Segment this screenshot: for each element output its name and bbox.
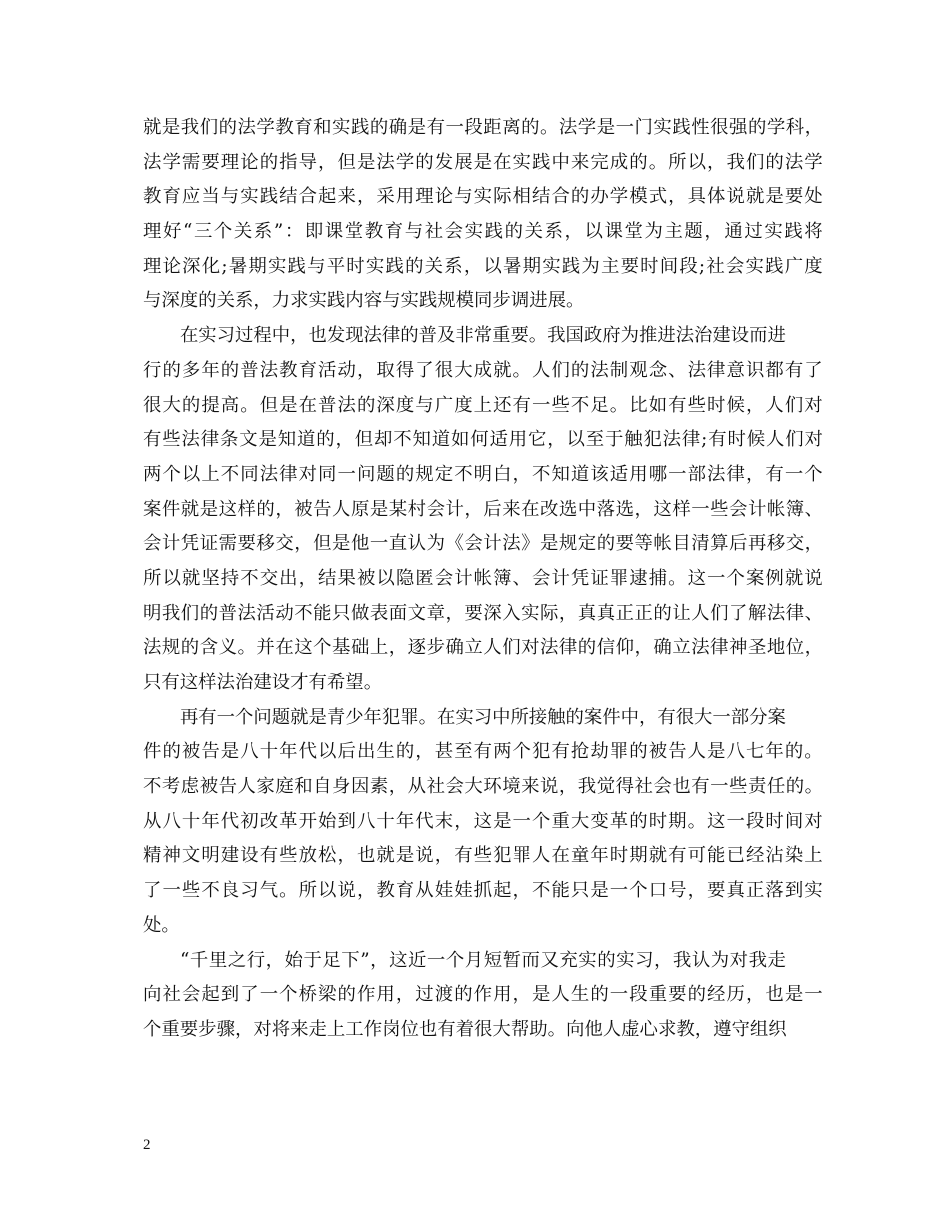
text-line: 法规的含义。并在这个基础上，逐步确立人们对法律的信仰，确立法律神圣地位， xyxy=(143,637,824,659)
text-line: 会计凭证需要移交，但是他一直认为《会计法》是规定的要等帐目清算后再移交， xyxy=(143,533,824,555)
text-line: 有些法律条文是知道的，但却不知道如何适用它，以至于触犯法律;有时候人们对 xyxy=(143,429,824,451)
text-line: 精神文明建设有些放松，也就是说，有些犯罪人在童年时期就有可能已经沾染上 xyxy=(143,845,824,867)
text-line: 两个以上不同法律对同一问题的规定不明白，不知道该适用哪一部法律，有一个 xyxy=(143,463,824,485)
text-line: 不考虑被告人家庭和自身因素，从社会大环境来说，我觉得社会也有一些责任的。 xyxy=(143,776,824,798)
text-line: 案件就是这样的，被告人原是某村会计，后来在改选中落选，这样一些会计帐簿、 xyxy=(143,498,824,520)
text-line: 行的多年的普法教育活动，取得了很大成就。人们的法制观念、法律意识都有了 xyxy=(143,359,824,381)
text-line: 就是我们的法学教育和实践的确是有一段距离的。法学是一门实践性很强的学科， xyxy=(143,117,824,138)
text-line: 所以就坚持不交出，结果被以隐匿会计帐簿、会计凭证罪逮捕。这一个案例就说 xyxy=(143,567,824,589)
text-line: 与深度的关系，力求实践内容与实践规模同步调进展。 xyxy=(143,290,585,312)
paragraph xyxy=(143,701,823,944)
text-line: 处。 xyxy=(143,914,180,936)
document-body xyxy=(143,111,823,1048)
text-line: 明我们的普法活动不能只做表面文章，要深入实际，真真正正的让人们了解法律、 xyxy=(143,602,824,624)
paragraph xyxy=(143,944,823,1048)
text-line: 只有这样法治建设才有希望。 xyxy=(143,672,383,693)
text-line: 法学需要理论的指导，但是法学的发展是在实践中来完成的。所以，我们的法学 xyxy=(143,151,824,173)
text-line: 在实习过程中，也发现法律的普及非常重要。我国政府为推进法治建设而进 xyxy=(179,325,786,347)
text-line: 很大的提高。但是在普法的深度与广度上还有一些不足。比如有些时候，人们对 xyxy=(143,394,824,416)
text-line: 个重要步骤，对将来走上工作岗位也有着很大帮助。向他人虚心求教，遵守组织 xyxy=(143,1018,787,1040)
text-line: “千里之行，始于足下”，这近一个月短暂而又充实的实习，我认为对我走 xyxy=(180,949,787,971)
paragraph xyxy=(143,111,823,319)
paragraph xyxy=(143,319,823,701)
page-number: 2 xyxy=(143,1137,151,1153)
text-line: 理论深化;暑期实践与平时实践的关系，以暑期实践为主要时间段;社会实践广度 xyxy=(143,255,824,277)
text-line: 教育应当与实践结合起来，采用理论与实际相结合的办学模式，具体说就是要处 xyxy=(143,186,824,208)
text-line: 件的被告是八十年代以后出生的，甚至有两个犯有抢劫罪的被告人是八七年的。 xyxy=(143,741,824,763)
text-line: 再有一个问题就是青少年犯罪。在实习中所接触的案件中，有很大一部分案 xyxy=(179,706,786,728)
text-line: 从八十年代初改革开始到八十年代末，这是一个重大变革的时期。这一段时间对 xyxy=(143,810,824,832)
text-line: 了一些不良习气。所以说，教育从娃娃抓起，不能只是一个口号，要真正落到实 xyxy=(143,880,824,902)
text-line: 理好“三个关系”：即课堂教育与社会实践的关系，以课堂为主题，通过实践将 xyxy=(143,221,825,243)
text-line: 向社会起到了一个桥梁的作用，过渡的作用，是人生的一段重要的经历，也是一 xyxy=(143,984,824,1006)
